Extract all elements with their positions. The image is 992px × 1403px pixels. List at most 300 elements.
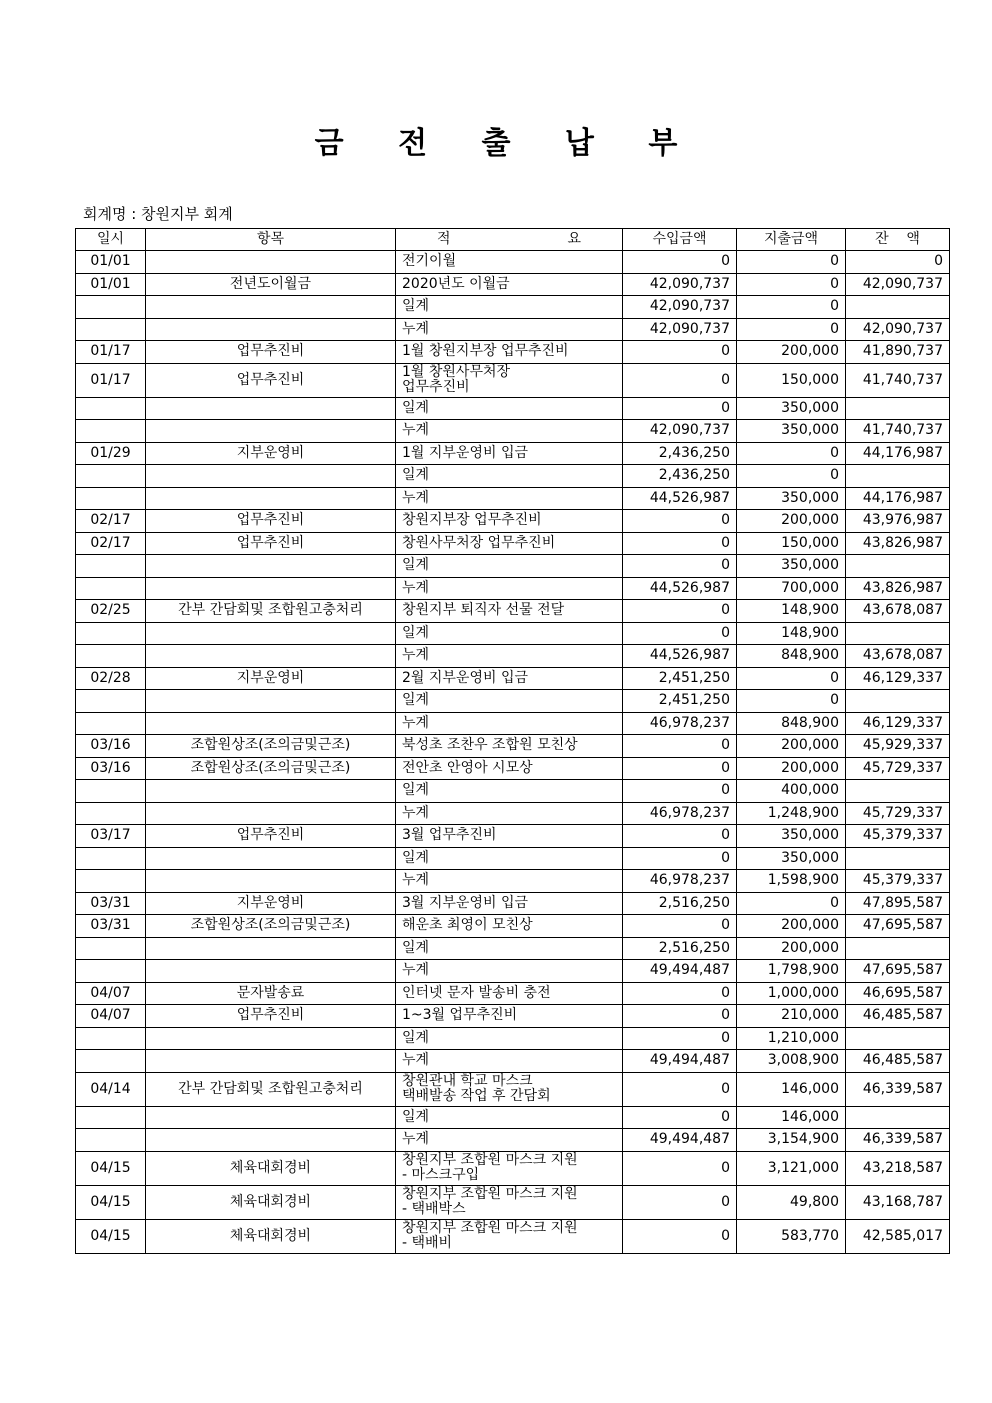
balance-cell: 0 bbox=[846, 251, 950, 274]
table-row bbox=[76, 622, 950, 645]
item-cell: 업무추진비 bbox=[146, 532, 396, 555]
expense-cell: 0 bbox=[737, 442, 846, 465]
income-cell: 44,526,987 bbox=[623, 577, 737, 600]
expense-cell: 148,900 bbox=[737, 622, 846, 645]
table-row bbox=[76, 442, 950, 465]
expense-cell: 0 bbox=[737, 318, 846, 341]
description-cell: 일계 bbox=[396, 465, 623, 488]
table-row bbox=[76, 1151, 950, 1185]
table-row bbox=[76, 555, 950, 578]
date-cell bbox=[76, 420, 146, 443]
income-cell: 0 bbox=[623, 757, 737, 780]
table-row bbox=[76, 937, 950, 960]
description-cell: 창원사무처장 업무추진비 bbox=[396, 532, 623, 555]
table-row bbox=[76, 273, 950, 296]
income-cell: 0 bbox=[623, 363, 737, 397]
item-cell: 업무추진비 bbox=[146, 1005, 396, 1028]
date-cell bbox=[76, 960, 146, 983]
expense-cell: 848,900 bbox=[737, 712, 846, 735]
item-cell: 지부운영비 bbox=[146, 892, 396, 915]
balance-cell: 46,339,587 bbox=[846, 1072, 950, 1106]
date-cell: 01/01 bbox=[76, 251, 146, 274]
item-cell: 업무추진비 bbox=[146, 363, 396, 397]
header-date: 일시 bbox=[76, 229, 146, 251]
header-balance: 잔 액 bbox=[846, 229, 950, 251]
date-cell: 02/17 bbox=[76, 510, 146, 533]
item-cell: 간부 간담회및 조합원고충처리 bbox=[146, 1072, 396, 1106]
balance-cell bbox=[846, 847, 950, 870]
item-cell bbox=[146, 960, 396, 983]
item-cell bbox=[146, 397, 396, 420]
income-cell: 0 bbox=[623, 510, 737, 533]
income-cell: 42,090,737 bbox=[623, 296, 737, 319]
description-cell: 일계 bbox=[396, 622, 623, 645]
date-cell bbox=[76, 870, 146, 893]
table-row bbox=[76, 712, 950, 735]
item-cell bbox=[146, 1050, 396, 1073]
income-cell: 49,494,487 bbox=[623, 1129, 737, 1152]
balance-cell: 43,168,787 bbox=[846, 1185, 950, 1219]
date-cell bbox=[76, 318, 146, 341]
description-cell: 일계 bbox=[396, 1027, 623, 1050]
table-row bbox=[76, 825, 950, 848]
table-row bbox=[76, 802, 950, 825]
income-cell: 44,526,987 bbox=[623, 645, 737, 668]
date-cell bbox=[76, 712, 146, 735]
date-cell: 04/15 bbox=[76, 1219, 146, 1253]
income-cell: 2,451,250 bbox=[623, 690, 737, 713]
expense-cell: 350,000 bbox=[737, 555, 846, 578]
date-cell: 04/14 bbox=[76, 1072, 146, 1106]
date-cell bbox=[76, 577, 146, 600]
item-cell: 지부운영비 bbox=[146, 667, 396, 690]
table-row bbox=[76, 757, 950, 780]
item-cell bbox=[146, 296, 396, 319]
income-cell: 0 bbox=[623, 825, 737, 848]
table-row bbox=[76, 892, 950, 915]
description-cell: 누계 bbox=[396, 318, 623, 341]
expense-cell: 350,000 bbox=[737, 397, 846, 420]
description-cell: 일계 bbox=[396, 690, 623, 713]
item-cell: 지부운영비 bbox=[146, 442, 396, 465]
date-cell bbox=[76, 487, 146, 510]
balance-cell bbox=[846, 780, 950, 803]
description-cell: 누계 bbox=[396, 870, 623, 893]
expense-cell: 0 bbox=[737, 690, 846, 713]
balance-cell: 43,826,987 bbox=[846, 577, 950, 600]
income-cell: 0 bbox=[623, 847, 737, 870]
balance-cell bbox=[846, 555, 950, 578]
expense-cell: 150,000 bbox=[737, 532, 846, 555]
date-cell bbox=[76, 690, 146, 713]
income-cell: 0 bbox=[623, 982, 737, 1005]
income-cell: 0 bbox=[623, 341, 737, 364]
table-row bbox=[76, 420, 950, 443]
table-row bbox=[76, 532, 950, 555]
income-cell: 0 bbox=[623, 622, 737, 645]
income-cell: 46,978,237 bbox=[623, 870, 737, 893]
expense-cell: 350,000 bbox=[737, 825, 846, 848]
expense-cell: 0 bbox=[737, 892, 846, 915]
description-cell: 인터넷 문자 발송비 충전 bbox=[396, 982, 623, 1005]
table-row bbox=[76, 735, 950, 758]
description-cell: 일계 bbox=[396, 780, 623, 803]
description-cell: 누계 bbox=[396, 487, 623, 510]
expense-cell: 400,000 bbox=[737, 780, 846, 803]
expense-cell: 0 bbox=[737, 465, 846, 488]
item-cell: 문자발송료 bbox=[146, 982, 396, 1005]
expense-cell: 0 bbox=[737, 273, 846, 296]
description-cell: 창원지부 조합원 마스크 지원 - 택배박스 bbox=[396, 1185, 623, 1219]
income-cell: 0 bbox=[623, 397, 737, 420]
page-title: 금 전 출 납 부 bbox=[314, 126, 700, 161]
expense-cell: 1,248,900 bbox=[737, 802, 846, 825]
item-cell bbox=[146, 802, 396, 825]
date-cell: 04/15 bbox=[76, 1151, 146, 1185]
income-cell: 0 bbox=[623, 600, 737, 623]
date-cell: 01/01 bbox=[76, 273, 146, 296]
balance-cell: 43,678,087 bbox=[846, 600, 950, 623]
income-cell: 46,978,237 bbox=[623, 712, 737, 735]
table-row bbox=[76, 1106, 950, 1129]
description-cell: 일계 bbox=[396, 1106, 623, 1129]
balance-cell: 46,129,337 bbox=[846, 667, 950, 690]
date-cell: 03/31 bbox=[76, 915, 146, 938]
description-cell: 창원지부 퇴직자 선물 전달 bbox=[396, 600, 623, 623]
description-cell: 1~3월 업무추진비 bbox=[396, 1005, 623, 1028]
description-cell: 2월 지부운영비 입금 bbox=[396, 667, 623, 690]
description-cell: 1월 창원지부장 업무추진비 bbox=[396, 341, 623, 364]
balance-cell: 45,729,337 bbox=[846, 802, 950, 825]
account-name: 회계명 : 창원지부 회계 bbox=[83, 205, 233, 223]
item-cell bbox=[146, 251, 396, 274]
description-cell: 누계 bbox=[396, 802, 623, 825]
date-cell: 03/16 bbox=[76, 735, 146, 758]
table-row bbox=[76, 870, 950, 893]
item-cell bbox=[146, 1129, 396, 1152]
description-cell: 누계 bbox=[396, 577, 623, 600]
date-cell bbox=[76, 780, 146, 803]
balance-cell bbox=[846, 296, 950, 319]
income-cell: 0 bbox=[623, 1106, 737, 1129]
table-row bbox=[76, 510, 950, 533]
table-row bbox=[76, 318, 950, 341]
description-cell: 누계 bbox=[396, 420, 623, 443]
header-description-right: 요 bbox=[567, 231, 581, 247]
table-row bbox=[76, 1027, 950, 1050]
balance-cell: 45,379,337 bbox=[846, 870, 950, 893]
date-cell: 04/15 bbox=[76, 1185, 146, 1219]
item-cell bbox=[146, 780, 396, 803]
item-cell bbox=[146, 712, 396, 735]
income-cell: 49,494,487 bbox=[623, 960, 737, 983]
item-cell: 간부 간담회및 조합원고충처리 bbox=[146, 600, 396, 623]
table-row bbox=[76, 960, 950, 983]
item-cell bbox=[146, 870, 396, 893]
description-cell: 3월 업무추진비 bbox=[396, 825, 623, 848]
item-cell: 체육대회경비 bbox=[146, 1151, 396, 1185]
date-cell: 03/31 bbox=[76, 892, 146, 915]
table-row bbox=[76, 690, 950, 713]
income-cell: 0 bbox=[623, 1151, 737, 1185]
description-cell: 전기이월 bbox=[396, 251, 623, 274]
expense-cell: 200,000 bbox=[737, 915, 846, 938]
date-cell bbox=[76, 1129, 146, 1152]
item-cell bbox=[146, 937, 396, 960]
balance-cell: 42,585,017 bbox=[846, 1219, 950, 1253]
balance-cell: 47,895,587 bbox=[846, 892, 950, 915]
income-cell: 0 bbox=[623, 1072, 737, 1106]
balance-cell: 46,485,587 bbox=[846, 1005, 950, 1028]
date-cell bbox=[76, 465, 146, 488]
item-cell bbox=[146, 555, 396, 578]
header-expense: 지출금액 bbox=[737, 229, 846, 251]
income-cell: 0 bbox=[623, 1185, 737, 1219]
balance-cell bbox=[846, 1106, 950, 1129]
income-cell: 44,526,987 bbox=[623, 487, 737, 510]
expense-cell: 148,900 bbox=[737, 600, 846, 623]
balance-cell: 42,090,737 bbox=[846, 318, 950, 341]
description-cell: 일계 bbox=[396, 847, 623, 870]
date-cell bbox=[76, 296, 146, 319]
income-cell: 0 bbox=[623, 735, 737, 758]
expense-cell: 200,000 bbox=[737, 757, 846, 780]
table-row bbox=[76, 667, 950, 690]
expense-cell: 700,000 bbox=[737, 577, 846, 600]
description-cell: 일계 bbox=[396, 555, 623, 578]
income-cell: 2,516,250 bbox=[623, 937, 737, 960]
expense-cell: 3,008,900 bbox=[737, 1050, 846, 1073]
date-cell: 03/17 bbox=[76, 825, 146, 848]
date-cell bbox=[76, 1050, 146, 1073]
ledger-table bbox=[75, 228, 950, 1254]
balance-cell bbox=[846, 1027, 950, 1050]
table-row bbox=[76, 1072, 950, 1106]
item-cell bbox=[146, 847, 396, 870]
item-cell: 업무추진비 bbox=[146, 825, 396, 848]
description-cell: 일계 bbox=[396, 937, 623, 960]
item-cell bbox=[146, 318, 396, 341]
expense-cell: 210,000 bbox=[737, 1005, 846, 1028]
date-cell bbox=[76, 645, 146, 668]
expense-cell: 200,000 bbox=[737, 341, 846, 364]
date-cell: 02/28 bbox=[76, 667, 146, 690]
date-cell bbox=[76, 555, 146, 578]
income-cell: 0 bbox=[623, 915, 737, 938]
item-cell bbox=[146, 1027, 396, 1050]
balance-cell bbox=[846, 397, 950, 420]
description-cell: 창원관내 학교 마스크 택배발송 작업 후 간담회 bbox=[396, 1072, 623, 1106]
table-row bbox=[76, 1185, 950, 1219]
income-cell: 0 bbox=[623, 1219, 737, 1253]
description-cell: 누계 bbox=[396, 1050, 623, 1073]
table-row bbox=[76, 1050, 950, 1073]
table-row bbox=[76, 465, 950, 488]
item-cell bbox=[146, 465, 396, 488]
item-cell bbox=[146, 420, 396, 443]
description-cell: 일계 bbox=[396, 397, 623, 420]
table-row bbox=[76, 363, 950, 397]
income-cell: 46,978,237 bbox=[623, 802, 737, 825]
expense-cell: 1,000,000 bbox=[737, 982, 846, 1005]
balance-cell: 46,695,587 bbox=[846, 982, 950, 1005]
item-cell: 조합원상조(조의금및근조) bbox=[146, 757, 396, 780]
table-row bbox=[76, 577, 950, 600]
date-cell: 02/25 bbox=[76, 600, 146, 623]
description-cell: 누계 bbox=[396, 712, 623, 735]
item-cell bbox=[146, 1106, 396, 1129]
description-cell: 전안초 안영아 시모상 bbox=[396, 757, 623, 780]
balance-cell: 43,826,987 bbox=[846, 532, 950, 555]
date-cell: 04/07 bbox=[76, 1005, 146, 1028]
expense-cell: 848,900 bbox=[737, 645, 846, 668]
balance-cell: 45,379,337 bbox=[846, 825, 950, 848]
table-row bbox=[76, 397, 950, 420]
expense-cell: 350,000 bbox=[737, 847, 846, 870]
balance-cell: 41,740,737 bbox=[846, 363, 950, 397]
expense-cell: 350,000 bbox=[737, 420, 846, 443]
balance-cell: 44,176,987 bbox=[846, 487, 950, 510]
item-cell: 조합원상조(조의금및근조) bbox=[146, 915, 396, 938]
date-cell bbox=[76, 1106, 146, 1129]
table-row bbox=[76, 847, 950, 870]
balance-cell: 42,090,737 bbox=[846, 273, 950, 296]
balance-cell bbox=[846, 465, 950, 488]
table-row bbox=[76, 600, 950, 623]
table-row bbox=[76, 1129, 950, 1152]
description-cell: 창원지부 조합원 마스크 지원 - 택배비 bbox=[396, 1219, 623, 1253]
item-cell bbox=[146, 690, 396, 713]
ledger-body bbox=[76, 251, 950, 1254]
balance-cell: 44,176,987 bbox=[846, 442, 950, 465]
expense-cell: 1,598,900 bbox=[737, 870, 846, 893]
income-cell: 0 bbox=[623, 555, 737, 578]
item-cell: 업무추진비 bbox=[146, 341, 396, 364]
date-cell: 02/17 bbox=[76, 532, 146, 555]
date-cell: 04/07 bbox=[76, 982, 146, 1005]
balance-cell: 46,339,587 bbox=[846, 1129, 950, 1152]
balance-cell: 45,729,337 bbox=[846, 757, 950, 780]
table-row bbox=[76, 1005, 950, 1028]
description-cell: 북성초 조찬우 조합원 모친상 bbox=[396, 735, 623, 758]
description-cell: 창원지부장 업무추진비 bbox=[396, 510, 623, 533]
expense-cell: 146,000 bbox=[737, 1072, 846, 1106]
item-cell: 전년도이월금 bbox=[146, 273, 396, 296]
expense-cell: 49,800 bbox=[737, 1185, 846, 1219]
date-cell: 03/16 bbox=[76, 757, 146, 780]
date-cell bbox=[76, 622, 146, 645]
table-row bbox=[76, 341, 950, 364]
table-row bbox=[76, 296, 950, 319]
expense-cell: 3,121,000 bbox=[737, 1151, 846, 1185]
expense-cell: 350,000 bbox=[737, 487, 846, 510]
date-cell bbox=[76, 1027, 146, 1050]
expense-cell: 200,000 bbox=[737, 735, 846, 758]
income-cell: 49,494,487 bbox=[623, 1050, 737, 1073]
income-cell: 2,516,250 bbox=[623, 892, 737, 915]
expense-cell: 0 bbox=[737, 296, 846, 319]
expense-cell: 146,000 bbox=[737, 1106, 846, 1129]
date-cell: 01/29 bbox=[76, 442, 146, 465]
balance-cell: 47,695,587 bbox=[846, 960, 950, 983]
balance-cell: 46,129,337 bbox=[846, 712, 950, 735]
income-cell: 0 bbox=[623, 780, 737, 803]
expense-cell: 0 bbox=[737, 667, 846, 690]
table-row bbox=[76, 1219, 950, 1253]
balance-cell: 43,678,087 bbox=[846, 645, 950, 668]
table-row bbox=[76, 915, 950, 938]
description-cell: 1월 창원사무처장 업무추진비 bbox=[396, 363, 623, 397]
header-item: 항목 bbox=[146, 229, 396, 251]
expense-cell: 200,000 bbox=[737, 510, 846, 533]
income-cell: 0 bbox=[623, 1005, 737, 1028]
header-income: 수입금액 bbox=[623, 229, 737, 251]
income-cell: 42,090,737 bbox=[623, 273, 737, 296]
description-cell: 누계 bbox=[396, 645, 623, 668]
balance-cell bbox=[846, 937, 950, 960]
table-row bbox=[76, 645, 950, 668]
income-cell: 0 bbox=[623, 532, 737, 555]
expense-cell: 3,154,900 bbox=[737, 1129, 846, 1152]
income-cell: 0 bbox=[623, 251, 737, 274]
description-cell: 창원지부 조합원 마스크 지원 - 마스크구입 bbox=[396, 1151, 623, 1185]
header-row bbox=[76, 229, 950, 251]
balance-cell: 41,740,737 bbox=[846, 420, 950, 443]
table-row bbox=[76, 982, 950, 1005]
expense-cell: 1,798,900 bbox=[737, 960, 846, 983]
balance-cell: 43,218,587 bbox=[846, 1151, 950, 1185]
item-cell: 체육대회경비 bbox=[146, 1219, 396, 1253]
table-row bbox=[76, 487, 950, 510]
item-cell: 업무추진비 bbox=[146, 510, 396, 533]
description-cell: 1월 지부운영비 입금 bbox=[396, 442, 623, 465]
description-cell: 2020년도 이월금 bbox=[396, 273, 623, 296]
date-cell bbox=[76, 802, 146, 825]
balance-cell: 46,485,587 bbox=[846, 1050, 950, 1073]
income-cell: 42,090,737 bbox=[623, 318, 737, 341]
income-cell: 42,090,737 bbox=[623, 420, 737, 443]
table-row bbox=[76, 780, 950, 803]
income-cell: 0 bbox=[623, 1027, 737, 1050]
date-cell bbox=[76, 847, 146, 870]
item-cell bbox=[146, 577, 396, 600]
description-cell: 일계 bbox=[396, 296, 623, 319]
date-cell: 01/17 bbox=[76, 341, 146, 364]
expense-cell: 200,000 bbox=[737, 937, 846, 960]
balance-cell: 43,976,987 bbox=[846, 510, 950, 533]
item-cell: 조합원상조(조의금및근조) bbox=[146, 735, 396, 758]
balance-cell: 47,695,587 bbox=[846, 915, 950, 938]
income-cell: 2,451,250 bbox=[623, 667, 737, 690]
description-cell: 3월 지부운영비 입금 bbox=[396, 892, 623, 915]
expense-cell: 0 bbox=[737, 251, 846, 274]
income-cell: 2,436,250 bbox=[623, 465, 737, 488]
table-row bbox=[76, 251, 950, 274]
description-cell: 누계 bbox=[396, 960, 623, 983]
expense-cell: 583,770 bbox=[737, 1219, 846, 1253]
balance-cell: 45,929,337 bbox=[846, 735, 950, 758]
item-cell bbox=[146, 487, 396, 510]
item-cell: 체육대회경비 bbox=[146, 1185, 396, 1219]
description-cell: 해운초 최영이 모친상 bbox=[396, 915, 623, 938]
balance-cell: 41,890,737 bbox=[846, 341, 950, 364]
description-cell: 누계 bbox=[396, 1129, 623, 1152]
header-description-left: 적 bbox=[437, 231, 451, 247]
balance-cell bbox=[846, 622, 950, 645]
date-cell bbox=[76, 937, 146, 960]
expense-cell: 150,000 bbox=[737, 363, 846, 397]
date-cell bbox=[76, 397, 146, 420]
